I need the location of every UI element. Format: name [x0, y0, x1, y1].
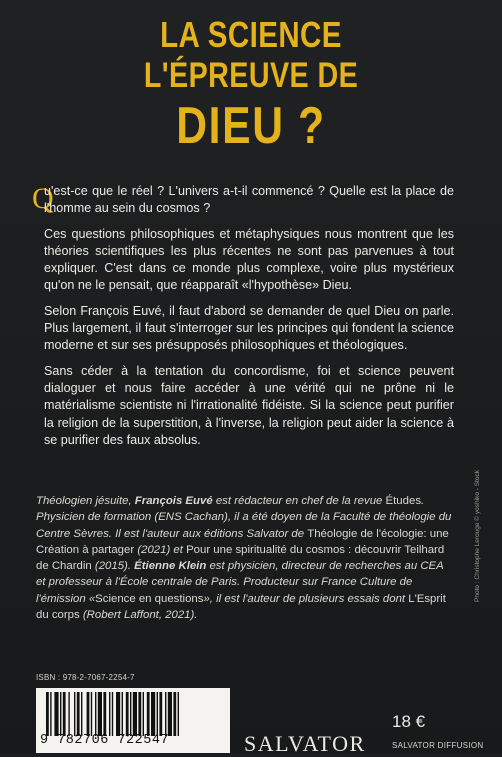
bio-book-title: Théologie de l'écologie: une Création à partager [36, 527, 449, 556]
title-line-1: LA SCIENCE [160, 14, 342, 55]
blurb [44, 183, 454, 457]
blurb-paragraph-1: u'est-ce que le réel ? L'univers a-t-il commencé ? Quelle est la place de l'homme au sein du cosmos ? [44, 184, 454, 216]
bio-text: Études [385, 495, 422, 507]
barcode-digits: 9 782706 722547 [40, 733, 170, 748]
price: 18 € [392, 712, 426, 731]
author-bio [36, 493, 454, 623]
blurb-paragraph-2: Ces questions philosophiques et métaphysiques nous montrent que les théories scientifiques les plus récentes ne sont pas parvenues à tout expliquer. C'est dans ce monde plus complexe, voire plus mystérieux qu'on ne le pensait, que réapparaît «l'hypothèse» Dieu. [44, 226, 454, 293]
title-line-3: DIEU ? [176, 97, 326, 155]
bio-text: . Physicien de formation (ENS Cachan), il a été doyen de la Faculté de théologie du Centre Sèvres. Il est l'auteur aux éditions Salvator de [36, 495, 452, 540]
bio-show-title: Science en questions [95, 592, 204, 605]
photo-credit: Photo : Christophe Lerouge © yoshiko - Stock [474, 470, 481, 602]
bio-text: », il est l'auteur de plusieurs essais dont [203, 592, 409, 605]
bio-text: est rédacteur en chef de la revue [212, 495, 386, 507]
title-line-2: L'ÉPREUVE DE [143, 56, 359, 95]
bio-text: Théologien jésuite, [36, 495, 135, 507]
distributor: SALVATOR DIFFUSION [392, 741, 484, 750]
author-name-2: Étienne Klein [134, 560, 207, 573]
bio-text: (2015). [91, 560, 135, 573]
barcode [46, 692, 222, 736]
drop-cap: Q [32, 182, 54, 215]
publisher-logo: SALVATOR [244, 731, 366, 756]
bio-text: (2021) et [134, 543, 187, 556]
blurb-paragraph-3: Selon François Euvé, il faut d'abord se demander de quel Dieu on parle. Plus largement, il faut s'interroger sur les principes qui fondent la science moderne et sur ses présupposés philosophiques et théologiques. [44, 303, 454, 353]
bio-book-title: Pour une spiritualité du cosmos : découvrir Teilhard de Chardin [36, 543, 445, 573]
author-name-1: François Euvé [134, 495, 213, 507]
bio-book-title: L'Esprit du corps [36, 592, 446, 622]
bio-text: est physicien, directeur de recherches au CEA et professeur à l'École centrale de Paris. Producteur sur France Culture de l'émission « [36, 560, 444, 605]
bio-text: (Robert Laffont, 2021). [79, 609, 198, 622]
blurb-paragraph-4: Sans céder à la tentation du concordisme, foi et science peuvent dialoguer et nous faire accéder à une vérité qui ne prône ni le matérialisme scientiste ni l'irrationalité fidéiste. Si la science peut purifier la religion de la superstition, à l'inverse, la religion peut aider la science à se purifier des faux absolus. [44, 363, 454, 447]
isbn-label: ISBN : 978-2-7067-2254-7 [36, 673, 135, 682]
